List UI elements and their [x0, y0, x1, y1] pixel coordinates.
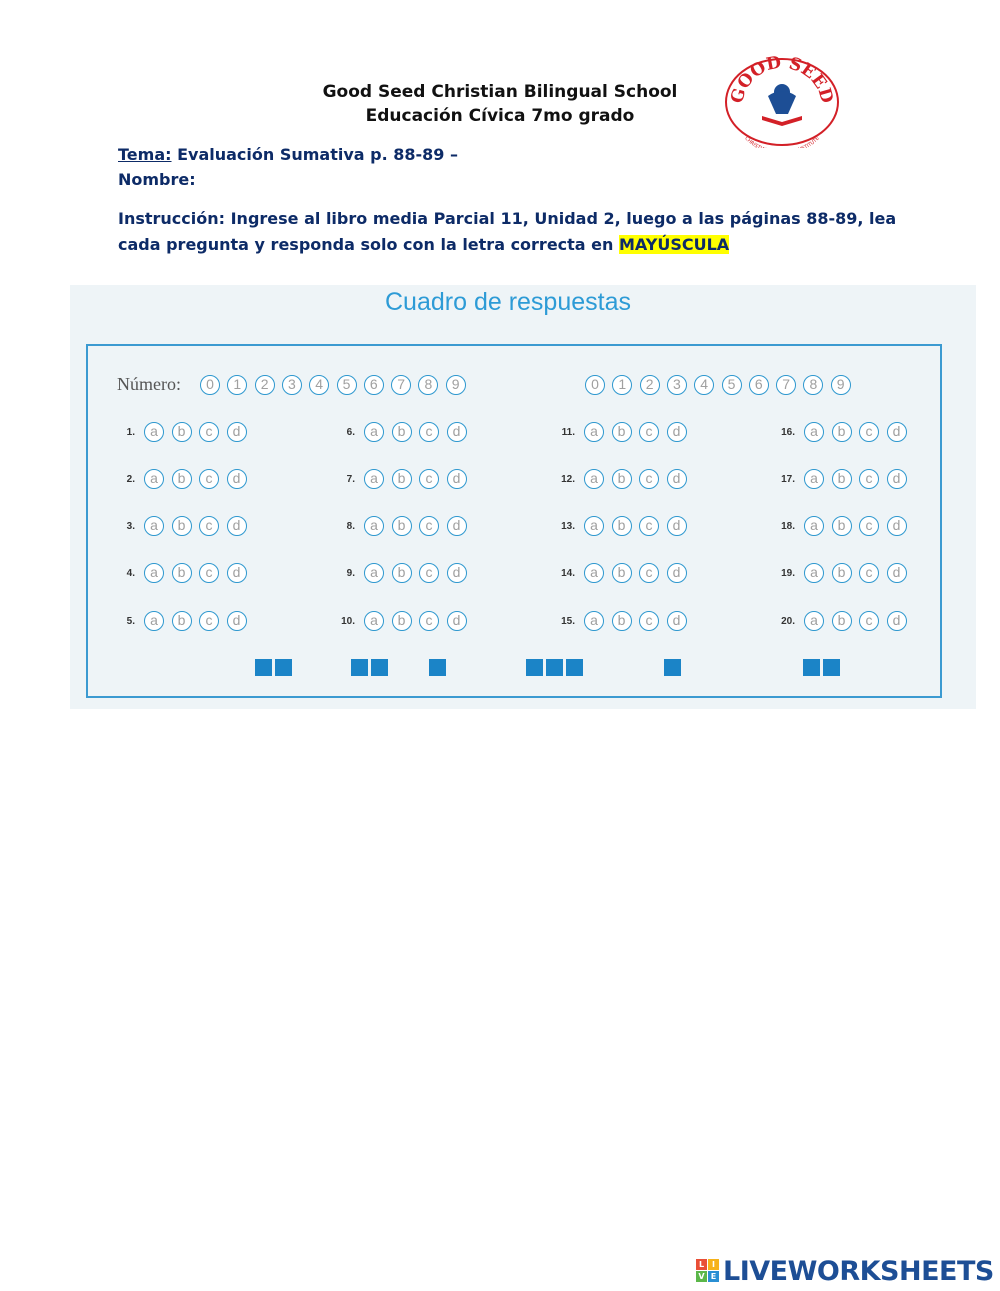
option-bubble[interactable]: b — [832, 563, 852, 583]
option-bubble[interactable]: c — [419, 516, 439, 536]
question-number: 10. — [341, 616, 355, 627]
option-bubble[interactable]: c — [859, 516, 879, 536]
digit-bubble[interactable]: 9 — [831, 375, 851, 395]
option-bubble[interactable]: a — [804, 611, 824, 631]
nombre-label: Nombre: — [118, 170, 196, 189]
option-bubble[interactable]: b — [172, 563, 192, 583]
option-bubble[interactable]: a — [364, 611, 384, 631]
answer-square — [546, 659, 563, 676]
option-bubble[interactable]: b — [172, 611, 192, 631]
option-bubble[interactable]: d — [227, 611, 247, 631]
question-number: 1. — [126, 427, 135, 438]
icon-letter-i: I — [708, 1259, 719, 1270]
option-bubble[interactable]: d — [447, 469, 467, 489]
digit-bubble[interactable]: 6 — [364, 375, 384, 395]
option-bubble[interactable]: a — [364, 469, 384, 489]
option-bubble[interactable]: d — [227, 563, 247, 583]
option-bubble[interactable]: b — [392, 563, 412, 583]
question-number: 19. — [781, 568, 795, 579]
digit-bubble[interactable]: 5 — [722, 375, 742, 395]
digit-bubble[interactable]: 1 — [612, 375, 632, 395]
tema-line — [118, 145, 458, 164]
option-bubble[interactable]: a — [804, 563, 824, 583]
answer-square — [566, 659, 583, 676]
option-bubble[interactable]: a — [144, 422, 164, 442]
question-number: 8. — [346, 521, 355, 532]
digit-bubble[interactable]: 4 — [694, 375, 714, 395]
question-number: 17. — [781, 474, 795, 485]
option-bubble[interactable]: a — [584, 611, 604, 631]
digit-bubble[interactable]: 7 — [391, 375, 411, 395]
number-label: Número: — [117, 374, 181, 394]
option-bubble[interactable]: a — [364, 563, 384, 583]
answer-square — [275, 659, 292, 676]
question-number: 12. — [561, 474, 575, 485]
option-bubble[interactable]: c — [419, 563, 439, 583]
option-bubble[interactable]: d — [667, 422, 687, 442]
answer-square — [526, 659, 543, 676]
option-bubble[interactable]: b — [172, 469, 192, 489]
question-number: 18. — [781, 521, 795, 532]
digit-bubble[interactable]: 2 — [255, 375, 275, 395]
option-bubble[interactable]: a — [584, 516, 604, 536]
option-bubble[interactable]: c — [859, 563, 879, 583]
question-number: 9. — [346, 568, 355, 579]
option-bubble[interactable]: d — [667, 563, 687, 583]
answer-square — [803, 659, 820, 676]
digit-bubble[interactable]: 5 — [337, 375, 357, 395]
option-bubble[interactable]: a — [804, 516, 824, 536]
option-bubble[interactable]: b — [832, 611, 852, 631]
answer-square — [371, 659, 388, 676]
option-bubble[interactable]: c — [639, 516, 659, 536]
option-bubble[interactable]: b — [832, 516, 852, 536]
question-number: 7. — [346, 474, 355, 485]
option-bubble[interactable]: b — [172, 516, 192, 536]
question-number: 16. — [781, 427, 795, 438]
option-bubble[interactable]: b — [612, 422, 632, 442]
answer-square — [429, 659, 446, 676]
option-bubble[interactable]: a — [804, 469, 824, 489]
option-bubble[interactable]: b — [392, 611, 412, 631]
question-number: 11. — [561, 427, 575, 438]
option-bubble[interactable]: b — [612, 516, 632, 536]
option-bubble[interactable]: a — [144, 611, 164, 631]
icon-letter-v: V — [696, 1271, 707, 1282]
option-bubble[interactable]: d — [447, 611, 467, 631]
option-bubble[interactable]: d — [887, 563, 907, 583]
subject-title: Educación Cívica 7mo grado — [365, 106, 635, 126]
option-bubble[interactable]: b — [392, 516, 412, 536]
digit-bubble[interactable]: 7 — [776, 375, 796, 395]
digit-bubble[interactable]: 2 — [640, 375, 660, 395]
digit-bubble[interactable]: 3 — [667, 375, 687, 395]
option-bubble[interactable]: c — [859, 422, 879, 442]
option-bubble[interactable]: d — [887, 469, 907, 489]
option-bubble[interactable]: d — [447, 422, 467, 442]
option-bubble[interactable]: b — [832, 422, 852, 442]
option-bubble[interactable]: b — [172, 422, 192, 442]
option-bubble[interactable]: c — [199, 516, 219, 536]
option-bubble[interactable]: c — [199, 469, 219, 489]
option-bubble[interactable]: c — [199, 422, 219, 442]
question-number: 6. — [346, 427, 355, 438]
option-bubble[interactable]: c — [419, 469, 439, 489]
question-number: 13. — [561, 521, 575, 532]
option-bubble[interactable]: d — [887, 422, 907, 442]
option-bubble[interactable]: b — [612, 611, 632, 631]
instruction-highlight: MAYÚSCULA — [618, 235, 730, 254]
answer-square — [664, 659, 681, 676]
option-bubble[interactable]: d — [227, 422, 247, 442]
icon-letter-l: L — [696, 1259, 707, 1270]
digit-bubble[interactable]: 1 — [227, 375, 247, 395]
digit-bubble[interactable]: 3 — [282, 375, 302, 395]
option-bubble[interactable]: d — [667, 516, 687, 536]
question-number: 20. — [781, 616, 795, 627]
option-bubble[interactable]: c — [199, 563, 219, 583]
option-bubble[interactable]: b — [832, 469, 852, 489]
tema-value: Evaluación Sumativa p. 88-89 – — [171, 145, 458, 164]
liveworksheets-brand: LIVEWORKSHEETS — [723, 1256, 994, 1287]
option-bubble[interactable]: c — [639, 422, 659, 442]
liveworksheets-icon — [696, 1259, 720, 1283]
icon-letter-e: E — [708, 1271, 719, 1282]
digit-bubble[interactable]: 9 — [446, 375, 466, 395]
option-bubble[interactable]: a — [584, 422, 604, 442]
instruction — [118, 206, 898, 258]
option-bubble[interactable]: d — [447, 563, 467, 583]
option-bubble[interactable]: a — [584, 563, 604, 583]
answer-sheet-title: Cuadro de respuestas — [385, 288, 631, 316]
option-bubble[interactable]: c — [639, 469, 659, 489]
tema-label: Tema: — [118, 145, 172, 164]
option-bubble[interactable]: a — [364, 422, 384, 442]
answer-square — [351, 659, 368, 676]
option-bubble[interactable]: c — [639, 611, 659, 631]
digit-bubble[interactable]: 0 — [585, 375, 605, 395]
option-bubble[interactable]: b — [612, 563, 632, 583]
option-bubble[interactable]: c — [859, 469, 879, 489]
option-bubble[interactable]: b — [392, 469, 412, 489]
option-bubble[interactable]: a — [144, 563, 164, 583]
svg-text:GOOD SEED: GOOD SEED — [727, 56, 837, 106]
svg-text:CHRISTIAN BILINGUAL INSTITUTE: CHRIST TITUTE — [743, 135, 821, 148]
digit-bubble[interactable]: 8 — [418, 375, 438, 395]
option-bubble[interactable]: a — [144, 516, 164, 536]
option-bubble[interactable]: d — [447, 516, 467, 536]
school-logo — [722, 56, 842, 148]
digit-bubble[interactable]: 6 — [749, 375, 769, 395]
option-bubble[interactable]: c — [639, 563, 659, 583]
option-bubble[interactable]: d — [667, 469, 687, 489]
option-bubble[interactable]: d — [667, 611, 687, 631]
option-bubble[interactable]: b — [392, 422, 412, 442]
option-bubble[interactable]: a — [804, 422, 824, 442]
option-bubble[interactable]: d — [887, 516, 907, 536]
option-bubble[interactable]: c — [199, 611, 219, 631]
question-number: 3. — [126, 521, 135, 532]
option-bubble[interactable]: c — [419, 422, 439, 442]
option-bubble[interactable]: a — [584, 469, 604, 489]
digit-bubble[interactable]: 8 — [803, 375, 823, 395]
option-bubble[interactable]: a — [144, 469, 164, 489]
option-bubble[interactable]: d — [887, 611, 907, 631]
option-bubble[interactable]: d — [227, 516, 247, 536]
option-bubble[interactable]: c — [859, 611, 879, 631]
option-bubble[interactable]: a — [364, 516, 384, 536]
digit-bubble[interactable]: 4 — [309, 375, 329, 395]
option-bubble[interactable]: d — [227, 469, 247, 489]
option-bubble[interactable]: c — [419, 611, 439, 631]
digit-bubble[interactable]: 0 — [200, 375, 220, 395]
answer-square — [823, 659, 840, 676]
answer-sheet — [70, 285, 976, 709]
answer-square — [255, 659, 272, 676]
question-number: 2. — [126, 474, 135, 485]
question-number: 4. — [126, 568, 135, 579]
instruction-text: Instrucción: Ingrese al libro media Parcial 11, Unidad 2, luego a las páginas 88-89, lea cada pregunta y responda solo con la letra correcta en — [118, 209, 897, 254]
option-bubble[interactable]: b — [612, 469, 632, 489]
question-number: 15. — [561, 616, 575, 627]
question-number: 5. — [126, 616, 135, 627]
school-name: Good Seed Christian Bilingual School — [322, 82, 678, 102]
question-number: 14. — [561, 568, 575, 579]
